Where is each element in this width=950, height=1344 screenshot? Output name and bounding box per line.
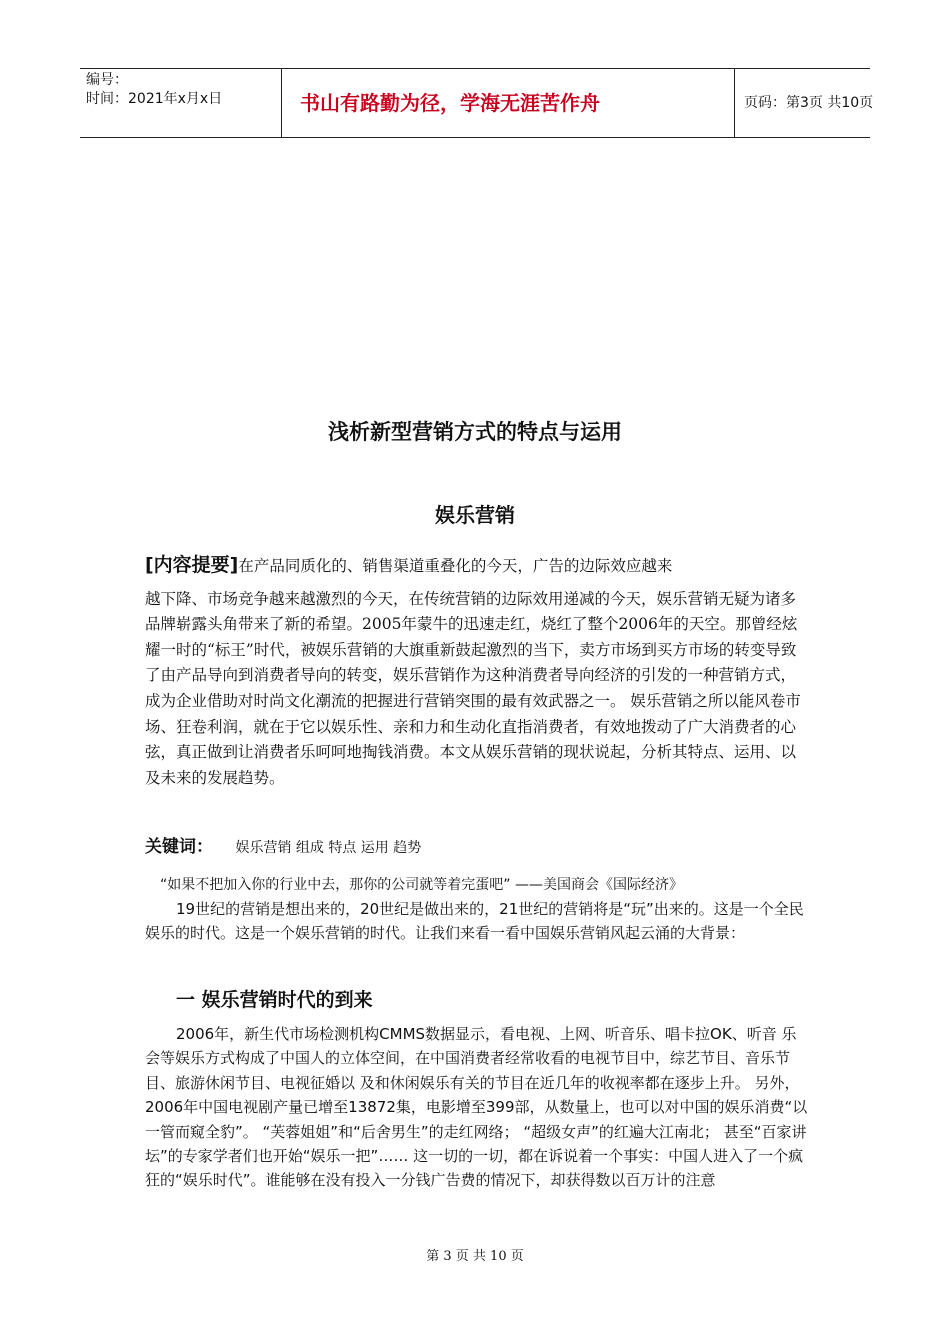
keywords [145, 832, 810, 857]
section1-text: 2006年，新生代市场检测机构CMMS数据显示，看电视、上网、听音乐、唱卡拉OK、听音 乐会等娱乐方式构成了中国人的立体空间，在中国消费者经常收看的电视节目中，综艺节目、音乐节目、旅游休闲节目、电视征婚以 及和休闲娱乐有关的节目在近几年的收视率都在逐步上升。 另外，2006年中国电视剧产量已增至13872集，电影增至399部，从数量上，也可以对中国的娱乐消费“以一管而窥全豹”。 “芙蓉姐姐”和“后舍男生”的走红网络； “超级女声”的红遍大江南北； 甚至“百家讲坛”的专家学者们也开始“娱乐一把”…… 这一切的一切，都在诉说着一个事实：中国人进入了一个疯狂的“娱乐时代”。谁能够在没有投入一分钱广告费的情况下，却获得数以百万计的注意 [145, 1025, 808, 1190]
document-subtitle: 娱乐营销 [435, 503, 515, 527]
date-label: 时间：2021年x月x日 [86, 91, 223, 107]
epigraph-quote: “如果不把加入你的行业中去，那你的公司就等着完蛋吧” ——美国商会《国际经济》 [160, 877, 683, 893]
header-left [86, 71, 281, 109]
page-header [80, 68, 874, 138]
header-motto: 书山有路勤为径，学海无涯苦作舟 [281, 69, 735, 137]
intro-text: 19世纪的营销是想出来的，20世纪是做出来的，21世纪的营销将是“玩”出来的。这是一个全民娱乐的时代。这是一个娱乐营销的时代。让我们来看一看中国娱乐营销风起云涌的大背景： [145, 900, 804, 943]
keywords-value: 娱乐营销 组成 特点 运用 趋势 [235, 840, 422, 856]
keywords-label: 关键词： [145, 837, 213, 857]
number-label: 编号： [86, 72, 128, 88]
page-footer: 第 3 页 共 10 页 [426, 1249, 524, 1264]
abstract [145, 553, 810, 791]
section1-paragraph [145, 1022, 810, 1193]
abstract-line1: 在产品同质化的、销售渠道重叠化的今天，广告的边际效应越来 [238, 557, 673, 575]
intro-paragraph [145, 897, 810, 946]
abstract-first-line [145, 553, 810, 580]
document-title: 浅析新型营销方式的特点与运用 [328, 420, 622, 444]
section-heading: 一 娱乐营销时代的到来 [176, 989, 373, 1011]
header-page-info: 页码：第3页 共10页 [744, 95, 874, 111]
abstract-label: [内容提要] [145, 554, 239, 576]
abstract-body: 越下降、市场竞争越来越激烈的今天，在传统营销的边际效用递减的今天，娱乐营销无疑为诸多品牌崭露头角带来了新的希望。2005年蒙牛的迅速走红，烧红了整个2006年的天空。那曾经炫耀一时的“标王”时代，被娱乐营销的大旗重新鼓起激烈的当下，卖方市场到买方市场的转变导致了由产品导向到消费者导向的转变，娱乐营销作为这种消费者导向经济的引发的一种营销方式，成为企业借助对时尚文化潮流的把握进行营销突围的最有效武器之一。 娱乐营销之所以能风卷市场、狂卷利润，就在于它以娱乐性、亲和力和生动化直指消费者，有效地拨动了广大消费者的心弦，真正做到让消费者乐呵呵地掏钱消费。本文从娱乐营销的现状说起，分析其特点、运用、以及未来的发展趋势。 [145, 589, 801, 787]
